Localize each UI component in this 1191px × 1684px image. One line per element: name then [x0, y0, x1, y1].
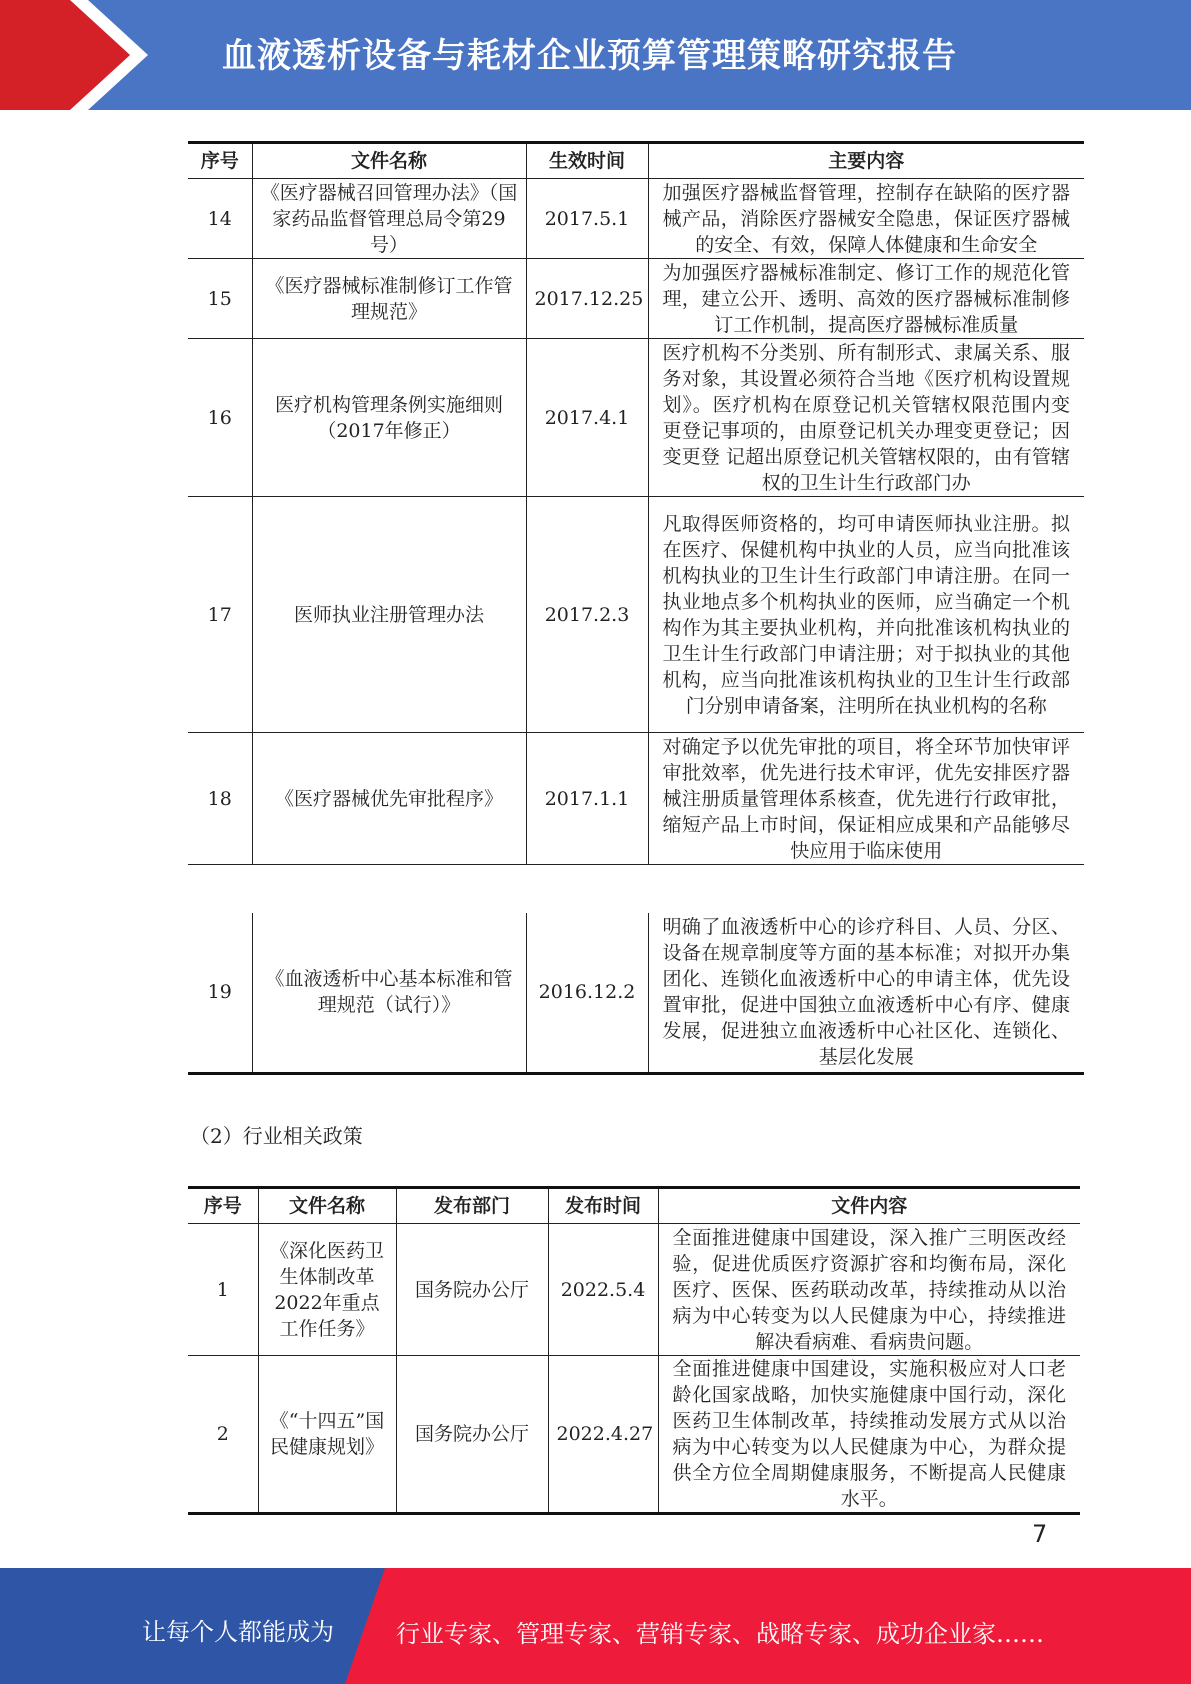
col-header-date: 发布时间 — [548, 1188, 658, 1224]
cell-content: 全面推进健康中国建设，深入推广三明医改经验，促进优质医疗资源扩容和均衡布局，深化医疗、医保、医药联动改革，持续推动从以治病为中心转变为以人民健康为中心，持续推进解决看病难、看病贵问题。 — [658, 1224, 1080, 1356]
cell-content: 医疗机构不分类别、所有制形式、隶属关系、服务对象，其设置必须符合当地《医疗机构设置规划》。医疗机构在原登记机关管辖权限范围内变更登记事项的，由原登记机关办理变更登记；因变更登 记超出原登记机关管辖权限的，由有管辖权的卫生计生行政部门办 — [648, 339, 1084, 497]
col-header-content: 主要内容 — [648, 143, 1084, 179]
policy-table — [188, 1186, 1080, 1515]
cell-content: 明确了血液透析中心的诊疗科目、人员、分区、设备在规章制度等方面的基本标准；对拟开办集团化、连锁化血液透析中心的申请主体，优先设置审批，促进中国独立血液透析中心有序、健康发展，促进独立血液透析中心社区化、连锁化、基层化发展 — [648, 913, 1084, 1073]
header-arrow-decoration — [0, 0, 200, 110]
table-row — [188, 497, 1084, 733]
cell-dept: 国务院办公厅 — [396, 1356, 548, 1514]
section-heading: （2）行业相关政策 — [190, 1124, 363, 1148]
table-row — [188, 179, 1084, 259]
cell-no: 18 — [188, 733, 252, 865]
col-header-name: 文件名称 — [252, 143, 526, 179]
cell-content: 加强医疗器械监督管理，控制存在缺陷的医疗器械产品，消除医疗器械安全隐患，保证医疗器械的安全、有效，保障人体健康和生命安全 — [648, 179, 1084, 259]
cell-name: 《医疗器械标准制修订工作管理规范》 — [252, 259, 526, 339]
col-header-no: 序号 — [188, 1188, 258, 1224]
col-header-content: 文件内容 — [658, 1188, 1080, 1224]
page-header — [0, 0, 1191, 110]
cell-date: 2017.12.25 — [526, 259, 648, 339]
page-number: 7 — [1032, 1520, 1048, 1548]
cell-no: 2 — [188, 1356, 258, 1514]
table-row — [188, 1224, 1080, 1356]
col-header-name: 文件名称 — [258, 1188, 396, 1224]
table-row — [188, 913, 1084, 1073]
cell-name: 《血液透析中心基本标准和管理规范（试行）》 — [252, 913, 526, 1073]
footer-slogan-right: 行业专家、管理专家、营销专家、战略专家、成功企业家…… — [396, 1620, 1044, 1648]
table-row — [188, 1356, 1080, 1514]
cell-date: 2016.12.2 — [526, 913, 648, 1073]
col-header-dept: 发布部门 — [396, 1188, 548, 1224]
cell-date: 2017.5.1 — [526, 179, 648, 259]
cell-no: 1 — [188, 1224, 258, 1356]
footer-slogan-left: 让每个人都能成为 — [142, 1618, 334, 1646]
col-header-no: 序号 — [188, 143, 252, 179]
cell-name: 医师执业注册管理办法 — [252, 497, 526, 733]
cell-name: 《深化医药卫生体制改革2022年重点工作任务》 — [258, 1224, 396, 1356]
cell-no: 16 — [188, 339, 252, 497]
cell-no: 19 — [188, 913, 252, 1073]
cell-content: 为加强医疗器械标准制定、修订工作的规范化管理，建立公开、透明、高效的医疗器械标准制修订工作机制，提高医疗器械标准质量 — [648, 259, 1084, 339]
cell-dept: 国务院办公厅 — [396, 1224, 548, 1356]
cell-date: 2022.5.4 — [548, 1224, 658, 1356]
table-header-row — [188, 1188, 1080, 1224]
table-row — [188, 339, 1084, 497]
page-footer — [0, 1568, 1191, 1684]
regulation-table — [188, 141, 1084, 865]
cell-content: 凡取得医师资格的，均可申请医师执业注册。拟在医疗、保健机构中执业的人员，应当向批准该机构执业的卫生计生行政部门申请注册。在同一执业地点多个机构执业的医师，应当确定一个机构作为其主要执业机构，并向批准该机构执业的卫生计生行政部门申请注册；对于拟执业的其他机构，应当向批准该机构执业的卫生计生行政部 门分别申请备案，注明所在执业机构的名称 — [648, 497, 1084, 733]
cell-name: 《“十四五”国民健康规划》 — [258, 1356, 396, 1514]
cell-no: 17 — [188, 497, 252, 733]
cell-date: 2017.2.3 — [526, 497, 648, 733]
cell-name: 《医疗器械召回管理办法》（国家药品监督管理总局令第29号） — [252, 179, 526, 259]
cell-no: 14 — [188, 179, 252, 259]
regulation-table-continued — [188, 913, 1084, 1075]
cell-content: 全面推进健康中国建设，实施积极应对人口老龄化国家战略，加快实施健康中国行动，深化医药卫生体制改革，持续推动发展方式从以治病为中心转变为以人民健康为中心，为群众提供全方位全周期健康服务，不断提高人民健康水平。 — [658, 1356, 1080, 1514]
cell-name: 医疗机构管理条例实施细则（2017年修正） — [252, 339, 526, 497]
cell-name: 《医疗器械优先审批程序》 — [252, 733, 526, 865]
cell-date: 2017.1.1 — [526, 733, 648, 865]
table-header-row — [188, 143, 1084, 179]
col-header-date: 生效时间 — [526, 143, 648, 179]
table-row — [188, 259, 1084, 339]
cell-date: 2017.4.1 — [526, 339, 648, 497]
table-row — [188, 733, 1084, 865]
cell-no: 15 — [188, 259, 252, 339]
cell-date: 2022.4.27 — [548, 1356, 658, 1514]
report-title: 血液透析设备与耗材企业预算管理策略研究报告 — [222, 36, 957, 76]
cell-content: 对确定予以优先审批的项目，将全环节加快审评审批效率，优先进行技术审评，优先安排医疗器械注册质量管理体系核查，优先进行行政审批，缩短产品上市时间，保证相应成果和产品能够尽快应用于临床使用 — [648, 733, 1084, 865]
